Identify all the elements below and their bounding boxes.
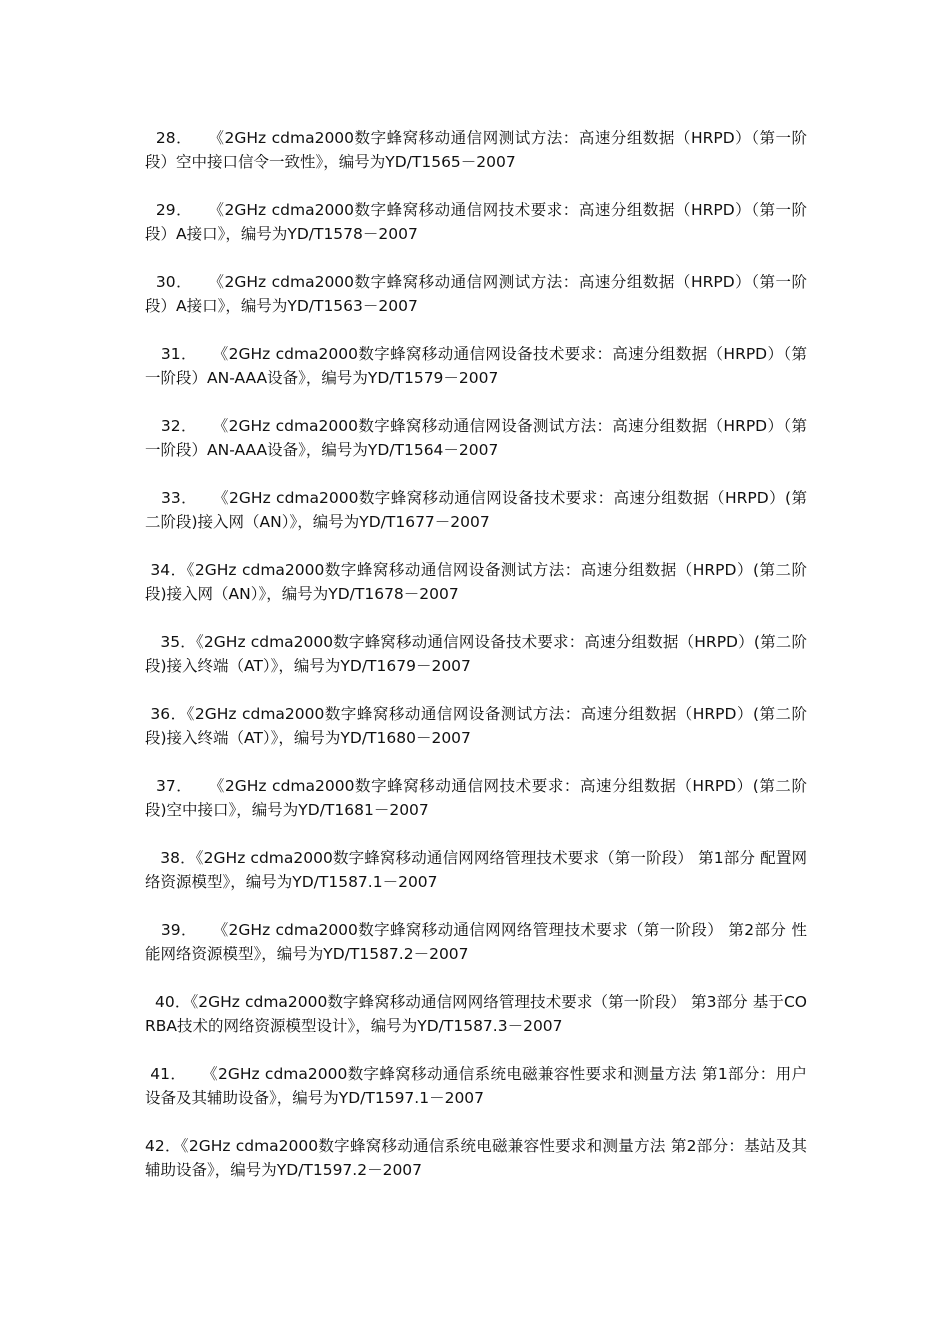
- item-number: 29．: [145, 201, 209, 219]
- item-text: 《2GHz cdma2000数字蜂窝移动通信网测试方法：高速分组数据（HRPD）（第一阶段）空中接口信令一致性》，编号为YD/T1565－2007: [145, 129, 807, 171]
- item-text: 《2GHz cdma2000数字蜂窝移动通信网设备技术要求：高速分组数据（HRPD）(第二阶段)接入网（AN）》，编号为YD/T1677－2007: [145, 489, 807, 531]
- item-number: 31．: [145, 345, 213, 363]
- list-item: [145, 774, 807, 822]
- list-item: [145, 1062, 807, 1110]
- list-item: [145, 918, 807, 966]
- list-item: [145, 702, 807, 750]
- item-number: 32．: [145, 417, 213, 435]
- list-item: [145, 486, 807, 534]
- item-number: 39．: [145, 921, 213, 939]
- item-text: 《2GHz cdma2000数字蜂窝移动通信网设备测试方法：高速分组数据（HRPD）(第二阶段)接入网（AN）》，编号为YD/T1678－2007: [145, 561, 807, 603]
- item-text: 《2GHz cdma2000数字蜂窝移动通信网设备测试方法：高速分组数据（HRPD）(第二阶段)接入终端（AT）》，编号为YD/T1680－2007: [145, 705, 807, 747]
- list-item: [145, 414, 807, 462]
- list-item: [145, 558, 807, 606]
- item-text: 《2GHz cdma2000数字蜂窝移动通信系统电磁兼容性要求和测量方法 第1部分：用户设备及其辅助设备》，编号为YD/T1597.1－2007: [145, 1065, 807, 1107]
- item-text: 《2GHz cdma2000数字蜂窝移动通信网设备技术要求：高速分组数据（HRPD）（第一阶段）AN-AAA设备》，编号为YD/T1579－2007: [145, 345, 807, 387]
- item-text: 《2GHz cdma2000数字蜂窝移动通信网设备测试方法：高速分组数据（HRPD）（第一阶段）AN-AAA设备》，编号为YD/T1564－2007: [145, 417, 807, 459]
- list-item: [145, 846, 807, 894]
- item-number: 40．: [145, 993, 191, 1011]
- item-number: 35．: [145, 633, 196, 651]
- item-text: 《2GHz cdma2000数字蜂窝移动通信网技术要求：高速分组数据（HRPD）（第一阶段）A接口》，编号为YD/T1578－2007: [145, 201, 807, 243]
- list-item: [145, 1134, 807, 1182]
- item-text: 《2GHz cdma2000数字蜂窝移动通信网测试方法：高速分组数据（HRPD）（第一阶段）A接口》，编号为YD/T1563－2007: [145, 273, 807, 315]
- list-item: [145, 342, 807, 390]
- item-number: 38．: [145, 849, 196, 867]
- item-number: 42．: [145, 1137, 181, 1155]
- list-item: [145, 990, 807, 1038]
- list-item: [145, 630, 807, 678]
- list-item: [145, 126, 807, 174]
- item-number: 28．: [145, 129, 209, 147]
- list-item: [145, 198, 807, 246]
- item-number: 41．: [145, 1065, 203, 1083]
- item-number: 37．: [145, 777, 209, 795]
- item-text: 《2GHz cdma2000数字蜂窝移动通信网网络管理技术要求（第一阶段） 第2部分 性能网络资源模型》，编号为YD/T1587.2－2007: [145, 921, 807, 963]
- item-text: 《2GHz cdma2000数字蜂窝移动通信网网络管理技术要求（第一阶段） 第1部分 配置网络资源模型》，编号为YD/T1587.1－2007: [145, 849, 807, 891]
- item-number: 30．: [145, 273, 209, 291]
- item-number: 36．: [145, 705, 187, 723]
- list-item: [145, 270, 807, 318]
- item-text: 《2GHz cdma2000数字蜂窝移动通信网设备技术要求：高速分组数据（HRPD）(第二阶段)接入终端（AT）》，编号为YD/T1679－2007: [145, 633, 807, 675]
- item-text: 《2GHz cdma2000数字蜂窝移动通信系统电磁兼容性要求和测量方法 第2部分：基站及其辅助设备》，编号为YD/T1597.2－2007: [145, 1137, 807, 1179]
- item-number: 34．: [145, 561, 187, 579]
- item-number: 33．: [145, 489, 214, 507]
- item-text: 《2GHz cdma2000数字蜂窝移动通信网网络管理技术要求（第一阶段） 第3部分 基于CORBA技术的网络资源模型设计》，编号为YD/T1587.3－2007: [145, 993, 807, 1035]
- item-text: 《2GHz cdma2000数字蜂窝移动通信网技术要求：高速分组数据（HRPD）(第二阶段)空中接口》，编号为YD/T1681－2007: [145, 777, 807, 819]
